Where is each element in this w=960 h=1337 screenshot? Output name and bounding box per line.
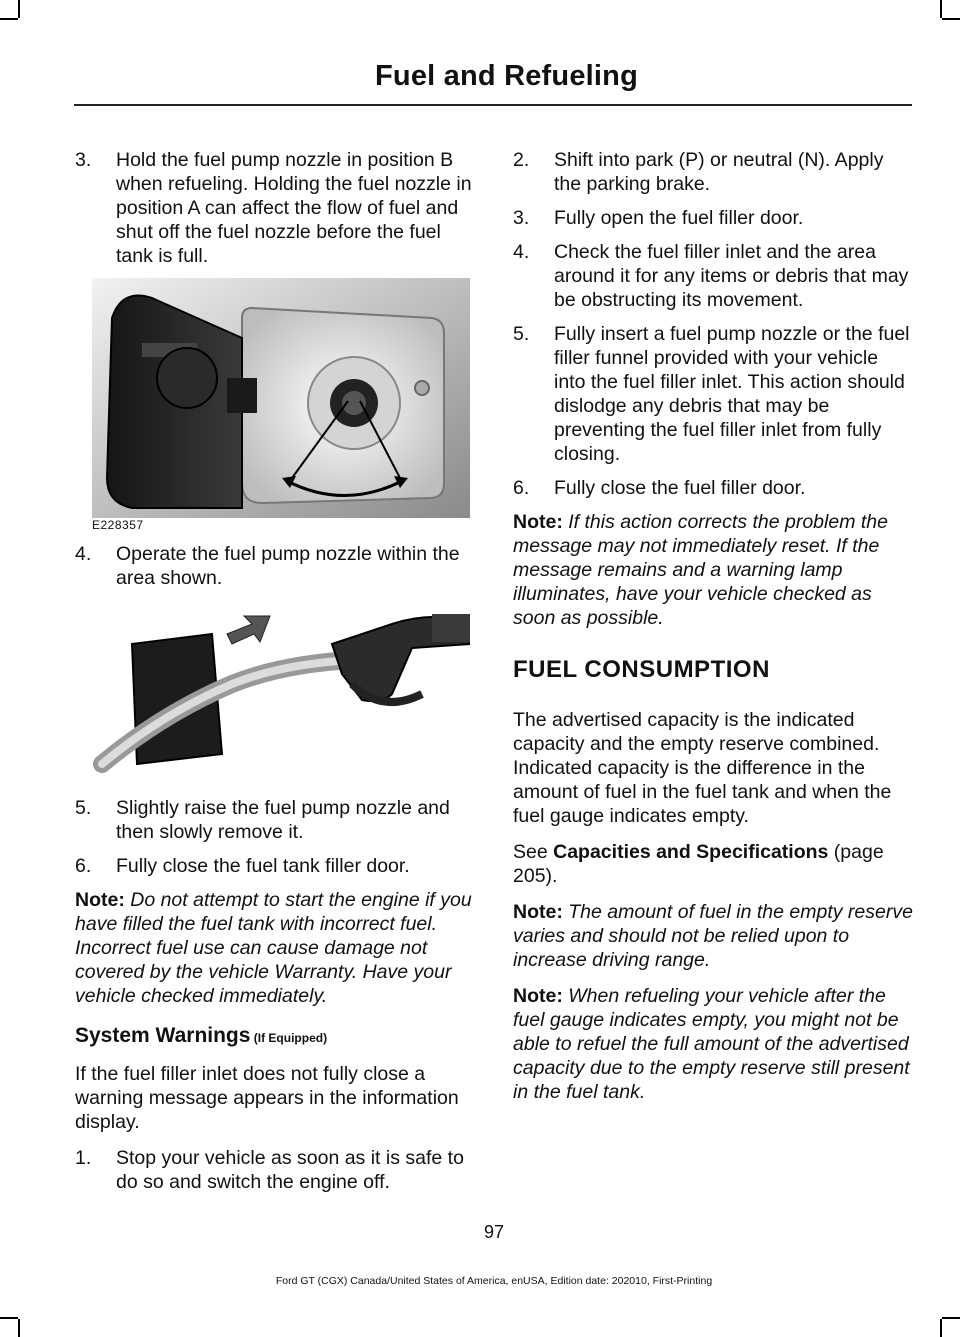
list-text: Check the fuel filler inlet and the area around it for any items or debris that may be obstructing its movement. (554, 241, 909, 311)
cross-reference (513, 840, 913, 888)
note-text: When refueling your vehicle after the fuel gauge indicates empty, you might not be able to refuel the full amount of the advertised capacity due to the empty reserve still present in the fuel tank. (513, 985, 910, 1103)
subheading-text: System Warnings (75, 1024, 251, 1047)
crop-mark (942, 1317, 960, 1319)
list-text: Fully close the fuel tank filler door. (116, 855, 410, 877)
subheading (75, 1024, 475, 1048)
fuel-nozzle-drawing (92, 604, 470, 774)
list-item (75, 148, 475, 268)
crop-mark (18, 1319, 20, 1337)
note-label: Note: (513, 511, 563, 533)
note-paragraph (513, 900, 913, 972)
list-text: Operate the fuel pump nozzle within the area shown. (116, 543, 460, 589)
list-number: 4. (513, 241, 530, 263)
see-suffix: (page 205). (513, 841, 884, 887)
note-label: Note: (75, 889, 125, 911)
list-number: 4. (75, 543, 92, 565)
crop-mark (942, 18, 960, 20)
note-text: Do not attempt to start the engine if you have filled the fuel tank with incorrect fuel. Incorrect fuel use can cause damage not covered by the vehicle Warranty. Have your vehicle checked immediately. (75, 889, 472, 1007)
list-text: Hold the fuel pump nozzle in position B when refueling. Holding the fuel nozzle in position A can affect the flow of fuel and shut off the fuel nozzle before the fuel tank is full. (116, 149, 472, 267)
list-number: 6. (513, 477, 530, 499)
list-item (513, 206, 913, 230)
list-item (513, 476, 913, 500)
note-label: Note: (513, 985, 563, 1007)
crop-mark (0, 18, 18, 20)
list-item (75, 542, 475, 590)
list-text: Stop your vehicle as soon as it is safe to do so and switch the engine off. (116, 1147, 464, 1193)
crop-mark (18, 0, 20, 18)
list-item (513, 148, 913, 196)
list-number: 5. (75, 797, 92, 819)
right-column (513, 148, 913, 1116)
fuel-door-drawing (92, 278, 470, 518)
list-text: Fully insert a fuel pump nozzle or the fuel filler funnel provided with your vehicle into the fuel filler inlet. This action should dislodge any debris that may be preventing the fuel filler inlet from fully closing. (554, 323, 910, 465)
list-item (75, 796, 475, 844)
list-text: Fully close the fuel filler door. (554, 477, 806, 499)
fuel-nozzle-illustration (92, 604, 470, 774)
crop-mark (0, 1317, 18, 1319)
note-paragraph (513, 510, 913, 630)
header-divider (74, 104, 912, 106)
list-item (75, 854, 475, 878)
list-number: 1. (75, 1147, 92, 1169)
figure-code: E228357 (92, 518, 144, 532)
note-label: Note: (513, 901, 563, 923)
note-paragraph (75, 888, 475, 1008)
list-item (75, 1146, 475, 1194)
section-heading: FUEL CONSUMPTION (513, 656, 770, 683)
body-paragraph: The advertised capacity is the indicated capacity and the empty reserve combined. Indicated capacity is the difference in the amount of fuel in the fuel tank and when the fuel gauge indicates empty. (513, 709, 892, 827)
list-number: 3. (513, 207, 530, 229)
list-text: Fully open the fuel filler door. (554, 207, 804, 229)
list-number: 3. (75, 149, 92, 171)
list-number: 5. (513, 323, 530, 345)
body-paragraph: If the fuel filler inlet does not fully close a warning message appears in the information display. (75, 1063, 459, 1133)
see-prefix: See (513, 841, 554, 863)
list-number: 2. (513, 149, 530, 171)
list-item (513, 240, 913, 312)
page-number: 97 (483, 1222, 505, 1242)
edition-info: Ford GT (CGX) Canada/United States of America, enUSA, Edition date: 202010, First-Printing (275, 1275, 713, 1287)
cross-reference-link[interactable]: Capacities and Specifications (553, 841, 829, 863)
fuel-door-illustration (92, 278, 470, 532)
note-text: If this action corrects the problem the message may not immediately reset. If the message remains and a warning lamp illuminates, have your vehicle checked as soon as possible. (513, 511, 888, 629)
note-text: The amount of fuel in the empty reserve varies and should not be relied upon to increase driving range. (513, 901, 913, 971)
crop-mark (940, 0, 942, 18)
list-text: Slightly raise the fuel pump nozzle and then slowly remove it. (116, 797, 450, 843)
list-text: Shift into park (P) or neutral (N). Apply the parking brake. (554, 149, 884, 195)
crop-mark (940, 1319, 942, 1337)
subheading-suffix: (If Equipped) (250, 1031, 328, 1045)
list-item (513, 322, 913, 466)
list-number: 6. (75, 855, 92, 877)
page-title: Fuel and Refueling (375, 60, 638, 92)
note-paragraph (513, 984, 913, 1104)
left-column (75, 148, 475, 1204)
